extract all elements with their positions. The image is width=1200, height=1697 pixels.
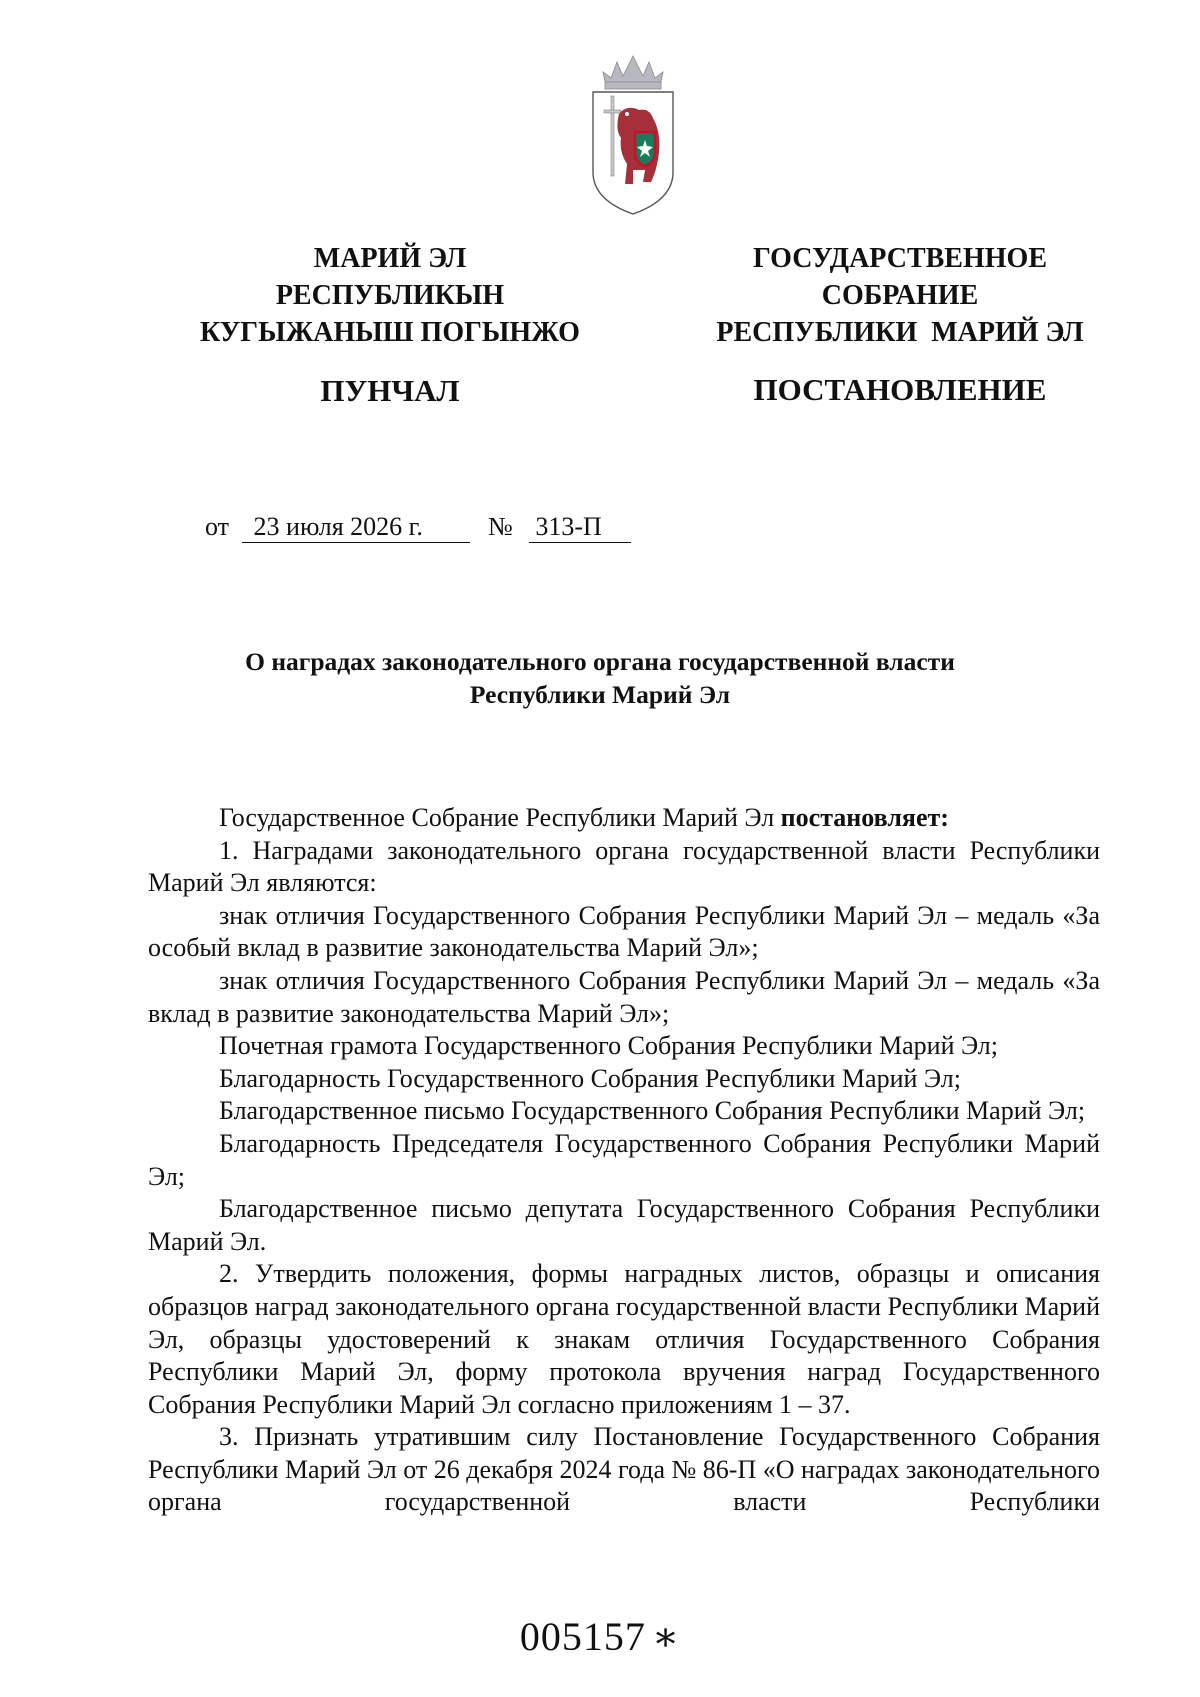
asterisk-mark: ∗ [651,1614,681,1659]
body-paragraph: Благодарственное письмо депутата Государственного Собрания Республики Марий Эл. [148,1194,1100,1256]
document-title-line: О наградах законодательного органа государственной власти [245,647,955,676]
serial-number: 005157 [519,1614,646,1659]
body-paragraph: 1. Наградами законодательного органа государственной власти Республики Марий Эл являются: [148,835,1100,898]
date-number-line [205,512,631,543]
body-paragraph: Благодарность Государственного Собрания Республики Марий Эл; [219,1063,961,1093]
intro-resolves: постановляет: [780,803,949,832]
body-paragraph: Благодарственное письмо Государственного Собрания Республики Марий Эл; [219,1096,1086,1126]
header-right-line: ГОСУДАРСТВЕННОЕ [753,243,1047,274]
coat-of-arms-icon [583,52,683,217]
intro-text: Государственное Собрание Республики Марий Эл [219,803,781,832]
header-left-line: РЕСПУБЛИКЫН [275,280,505,311]
document-title [150,645,1050,711]
body-paragraph: 3. Признать утратившим силу Постановление Государственного Собрания Республики Марий Эл от 26 декабря 2024 года № 86-П «О наградах законодательного органа государственной власти Республики [148,1422,1100,1517]
body-paragraph: знак отличия Государственного Собрания Республики Марий Эл – медаль «За особый вклад в развитие законодательства Марий Эл»; [148,900,1100,963]
body-paragraph: 2. Утвердить положения, формы наградных листов, образцы и описания образцов наград законодательного органа государственной власти Республики Марий Эл, образцы удостоверений к знакам отличия Государственного Собрания Республики Марий Эл, форму протокола вручения наград Государственного Собрания Республики Марий Эл согласно приложениям 1 – 37. [148,1259,1100,1419]
body-paragraph: знак отличия Государственного Собрания Республики Марий Эл – медаль «За вклад в развитие законодательства Марий Эл»; [148,965,1100,1028]
header-left-doc-kind: ПУНЧАЛ [320,373,460,408]
header-right-line: СОБРАНИЕ [821,280,979,311]
body-paragraph: Благодарность Председателя Государственного Собрания Республики Марий Эл; [148,1128,1100,1191]
header-left-line: МАРИЙ ЭЛ [313,243,467,274]
document-title-line: Республики Марий Эл [469,680,731,709]
document-number: 313-П [529,512,631,543]
header-right-doc-kind: ПОСТАНОВЛЕНИЕ [753,372,1047,407]
header-right-line: РЕСПУБЛИКИ МАРИЙ ЭЛ [716,317,1084,348]
number-label: № [488,512,513,541]
header-left-line: КУГЫЖАНЫШ ПОГЫНЖО [200,317,580,348]
document-date: 23 июля 2026 г. [242,512,470,543]
body-intro [148,802,1100,835]
header-right [660,240,1140,408]
header-left [150,240,630,409]
body-paragraph: Почетная грамота Государственного Собрания Республики Марий Эл; [219,1031,998,1061]
date-from-label: от [205,512,230,541]
document-body [148,802,1100,1519]
form-serial-number [0,1613,1200,1660]
